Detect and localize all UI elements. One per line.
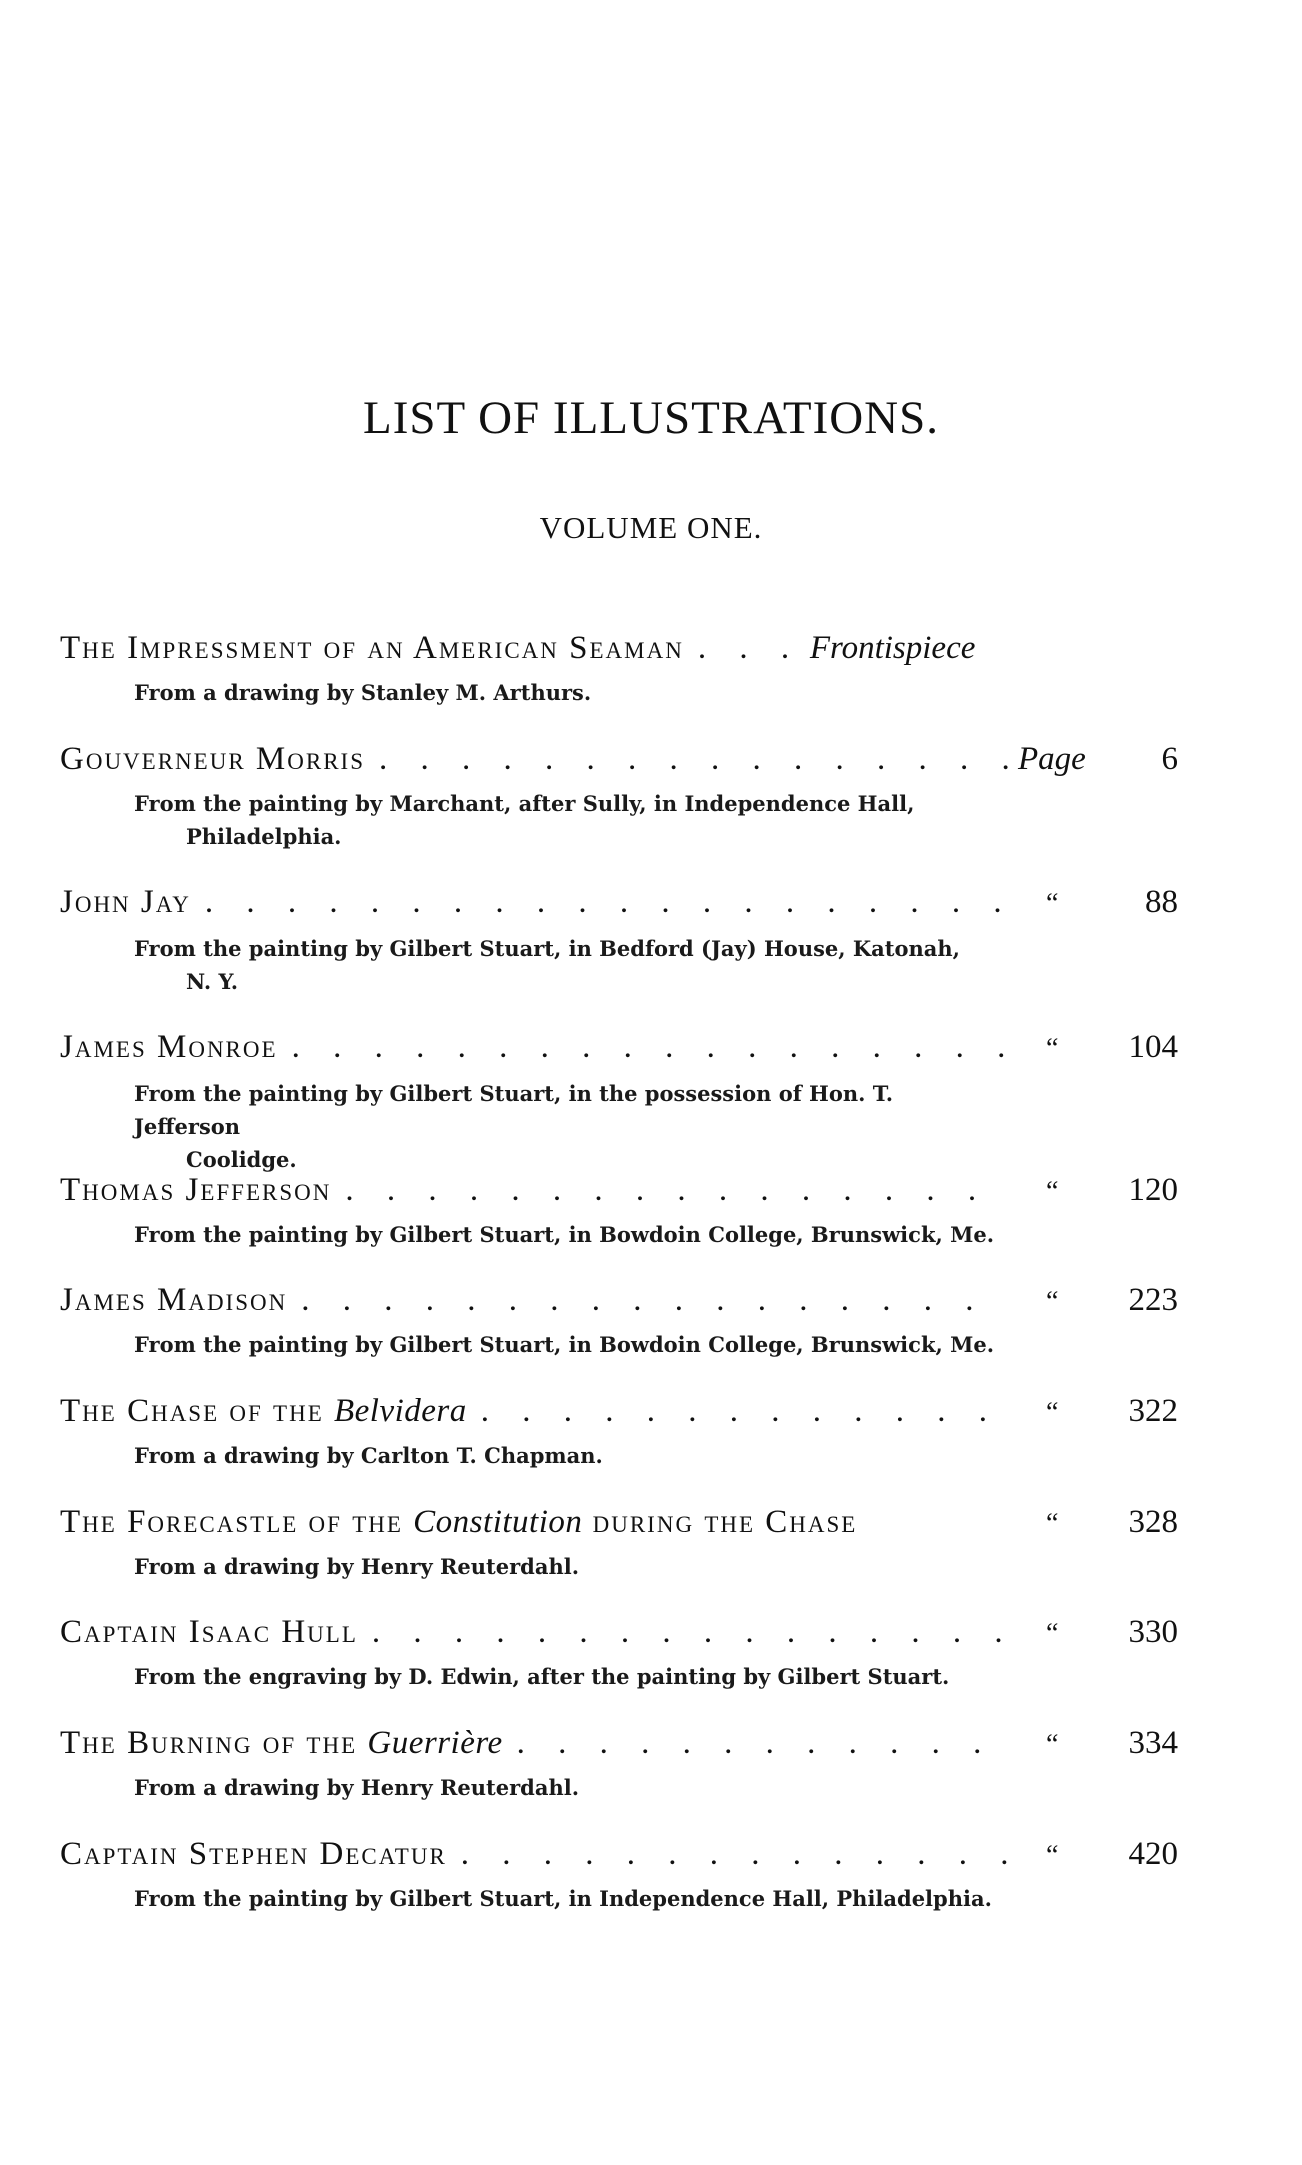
caption-line: From a drawing by Stanley M. Arthurs. xyxy=(134,680,592,705)
page-number: 104 xyxy=(1128,1029,1178,1065)
entry-title-text: during the Chase xyxy=(582,1504,858,1540)
caption-line: Coolidge. xyxy=(186,1147,297,1172)
entry-title-row xyxy=(60,1168,1178,1212)
page-number: 120 xyxy=(1128,1172,1178,1208)
entry-title-text: James Madison xyxy=(60,1282,288,1318)
page-number: 334 xyxy=(1128,1725,1178,1761)
entry-caption xyxy=(134,1328,1004,1361)
page-reference xyxy=(1008,1721,1178,1767)
page-number: 330 xyxy=(1128,1614,1178,1650)
ditto-mark: “ xyxy=(1046,1508,1059,1539)
entry-caption xyxy=(134,1077,1004,1176)
entry-title xyxy=(60,1278,287,1322)
caption-line: From the painting by Gilbert Stuart, in Bowdoin College, Brunswick, Me. xyxy=(134,1222,995,1247)
entry-title-row xyxy=(60,880,1178,924)
entry-title-row xyxy=(60,1278,1178,1322)
entry-title-italic: Constitution xyxy=(413,1504,583,1540)
entry-title-row xyxy=(60,1389,1178,1433)
entry-title-text: The Impressment of an American Seaman xyxy=(60,630,684,666)
caption-line: From a drawing by Carlton T. Chapman. xyxy=(134,1443,603,1468)
entry-title xyxy=(60,626,684,670)
dot-leader xyxy=(481,1389,1008,1433)
entry-title-italic: Belvidera xyxy=(334,1393,467,1429)
caption-line: From the engraving by D. Edwin, after the painting by Gilbert Stuart. xyxy=(134,1664,950,1689)
entry-title-text: Thomas Jefferson xyxy=(60,1172,332,1208)
entry-title-text: Captain Isaac Hull xyxy=(60,1614,358,1650)
entry-title xyxy=(60,1389,467,1433)
page-reference xyxy=(1008,1025,1178,1071)
entry-title-row xyxy=(60,737,1178,781)
entry-title-text: Captain Stephen Decatur xyxy=(60,1836,447,1872)
entry-caption xyxy=(134,787,1004,853)
entry-title-row xyxy=(60,626,1178,670)
entry-title xyxy=(60,1025,278,1069)
entry-title xyxy=(60,880,191,924)
entry-title xyxy=(60,1168,331,1212)
page-reference xyxy=(1008,1278,1178,1324)
ditto-mark: “ xyxy=(1046,1840,1059,1871)
entry-title-text: James Monroe xyxy=(60,1029,278,1065)
page-reference xyxy=(1008,1389,1178,1435)
caption-line: From a drawing by Henry Reuterdahl. xyxy=(134,1775,580,1800)
entry-title-text: The Chase of the xyxy=(60,1393,334,1429)
page-reference xyxy=(1008,1168,1178,1214)
page-number: 6 xyxy=(1161,741,1178,777)
caption-line: N. Y. xyxy=(186,969,239,994)
ditto-mark: “ xyxy=(1046,1176,1059,1207)
caption-line: From the painting by Gilbert Stuart, in Bedford (Jay) House, Katonah, xyxy=(134,936,960,961)
entry-title xyxy=(60,1610,358,1654)
page-title: LIST OF ILLUSTRATIONS. xyxy=(362,392,940,444)
entry-title xyxy=(60,1721,503,1765)
entry-title-text: Gouverneur Morris xyxy=(60,741,365,777)
dot-leader xyxy=(205,880,1008,924)
entry-title-row xyxy=(60,1500,1178,1544)
page-number: 223 xyxy=(1128,1282,1178,1318)
page-label: Frontispiece xyxy=(809,630,976,666)
page-number: 88 xyxy=(1145,884,1178,920)
dot-leader xyxy=(461,1832,1008,1876)
entry-title-text: John Jay xyxy=(60,884,191,920)
entry-title-italic: Guerrière xyxy=(367,1725,503,1761)
entry-title-row xyxy=(60,1832,1178,1876)
entry-title-text: The Burning of the xyxy=(60,1725,368,1761)
ditto-mark: “ xyxy=(1046,1033,1059,1064)
dot-leader xyxy=(379,737,1008,781)
page-reference xyxy=(1008,880,1178,926)
ditto-mark: “ xyxy=(1046,1729,1059,1760)
entry-caption xyxy=(134,1439,1004,1472)
entry-title-text: The Forecastle of the xyxy=(60,1504,414,1540)
entry-caption xyxy=(134,1660,1004,1693)
caption-line: From a drawing by Henry Reuterdahl. xyxy=(134,1554,580,1579)
entry-caption xyxy=(134,1882,1004,1915)
page-reference xyxy=(1008,1500,1178,1546)
dot-leader xyxy=(301,1278,1008,1322)
caption-line: From the painting by Gilbert Stuart, in Independence Hall, Philadelphia. xyxy=(134,1886,992,1911)
entry-title-row xyxy=(60,1721,1178,1765)
page-reference xyxy=(1008,1832,1178,1878)
page-number: 328 xyxy=(1128,1504,1178,1540)
entry-caption xyxy=(134,1771,1004,1804)
volume-heading: VOLUME ONE. xyxy=(539,510,763,545)
ditto-mark: “ xyxy=(1046,1397,1059,1428)
page-number: 322 xyxy=(1128,1393,1178,1429)
ditto-mark: “ xyxy=(1046,888,1059,919)
ditto-mark: “ xyxy=(1046,1286,1059,1317)
ditto-mark: “ xyxy=(1046,1618,1059,1649)
page-reference xyxy=(1008,737,1178,781)
dot-leader xyxy=(517,1721,1008,1765)
entry-title xyxy=(60,737,365,781)
dot-leader xyxy=(372,1610,1008,1654)
caption-line: Philadelphia. xyxy=(186,824,342,849)
entry-title-row xyxy=(60,1610,1178,1654)
entry-caption xyxy=(134,1550,1004,1583)
page-number: 420 xyxy=(1128,1836,1178,1872)
page-reference xyxy=(1008,1610,1178,1656)
entry-caption xyxy=(134,676,1004,709)
entry-title xyxy=(60,1500,857,1544)
entry-title-row xyxy=(60,1025,1178,1069)
caption-line: From the painting by Gilbert Stuart, in the possession of Hon. T. Jefferson xyxy=(134,1081,894,1139)
dot-leader xyxy=(292,1025,1008,1069)
entry-title xyxy=(60,1832,447,1876)
page-label: Page xyxy=(1018,741,1086,777)
caption-line: From the painting by Gilbert Stuart, in Bowdoin College, Brunswick, Me. xyxy=(134,1332,995,1357)
dot-leader xyxy=(345,1168,1008,1212)
entry-caption xyxy=(134,1218,1004,1251)
caption-line: From the painting by Marchant, after Sully, in Independence Hall, xyxy=(134,791,915,816)
dot-leader xyxy=(698,626,798,670)
entry-caption xyxy=(134,932,1004,998)
